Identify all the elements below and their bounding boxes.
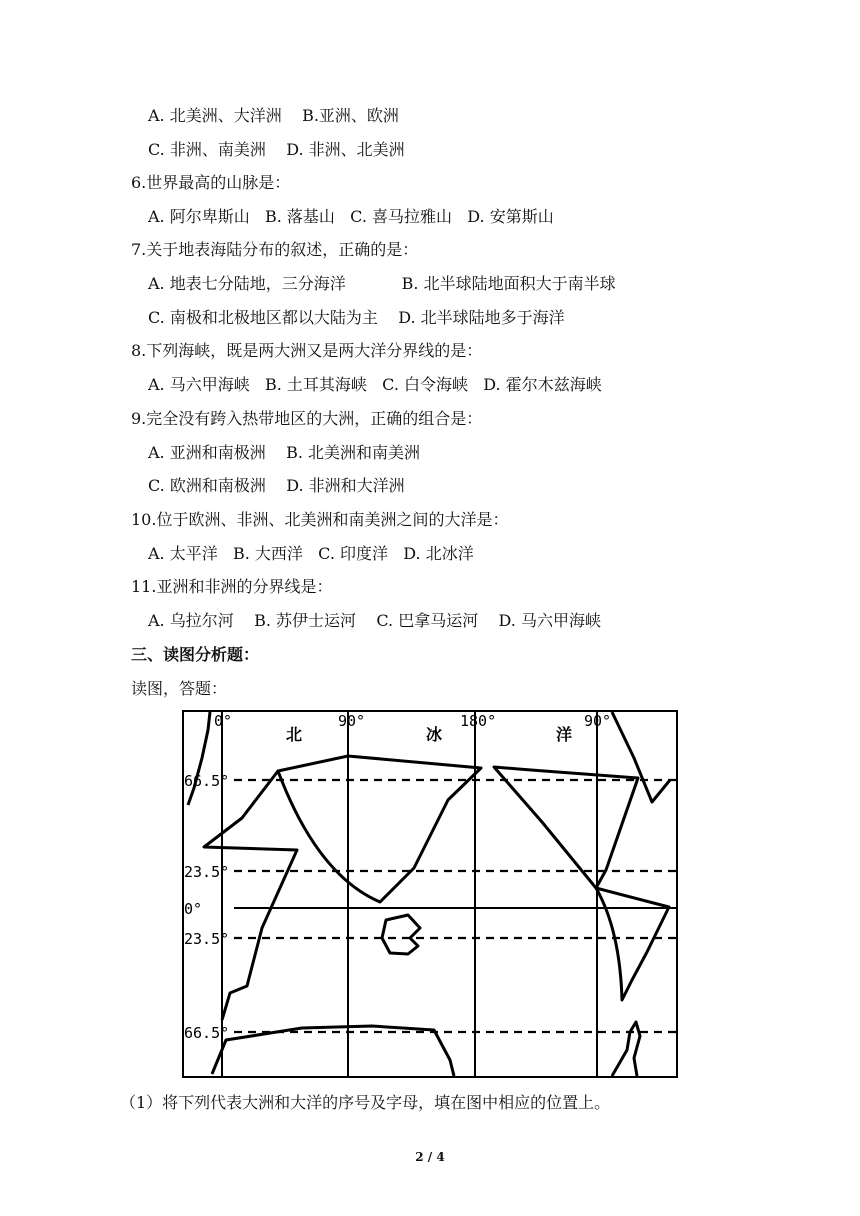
q9-options-row2: C. 欧洲和南极洲 D. 非洲和大洋洲 xyxy=(148,476,405,495)
ocean-char-3: 洋 xyxy=(556,725,573,744)
q7-options-row1: A. 地表七分陆地，三分海洋 B. 北半球陆地面积大于南半球 xyxy=(148,274,616,293)
section3-question-1: （1）将下列代表大洲和大洋的序号及字母，填在图中相应的位置上。 xyxy=(120,1093,611,1112)
lat-label-66s: 66.5° xyxy=(184,1024,230,1042)
section3-intro: 读图，答题： xyxy=(131,679,228,698)
map-frame xyxy=(183,711,677,1077)
q10-stem: 10.位于欧洲、非洲、北美洲和南美洲之间的大洋是： xyxy=(131,510,509,529)
ocean-char-1: 北 xyxy=(286,725,303,744)
lat-label-23s: 23.5° xyxy=(184,930,230,948)
lat-label-23n: 23.5° xyxy=(184,863,230,881)
lon-label-90w: 90° xyxy=(584,712,612,730)
q6-stem: 6.世界最高的山脉是： xyxy=(131,173,291,192)
q5-options-row2: C. 非洲、南美洲 D. 非洲、北美洲 xyxy=(148,140,405,159)
lat-label-66n: 66.5° xyxy=(184,772,230,790)
q7-options-row2: C. 南极和北极地区都以大陆为主 D. 北半球陆地多于海洋 xyxy=(148,308,565,327)
q8-options: A. 马六甲海峡 B. 土耳其海峡 C. 白令海峡 D. 霍尔木兹海峡 xyxy=(148,375,602,394)
lat-label-equator: 0° xyxy=(184,900,203,918)
lon-label-180: 180° xyxy=(460,712,497,730)
q11-stem: 11.亚洲和非洲的分界线是： xyxy=(131,577,333,596)
lon-label-0: 0° xyxy=(214,712,233,730)
q6-options: A. 阿尔卑斯山 B. 落基山 C. 喜马拉雅山 D. 安第斯山 xyxy=(148,207,554,226)
q9-options-row1: A. 亚洲和南极洲 B. 北美洲和南美洲 xyxy=(148,443,421,462)
page-number: 2 / 4 xyxy=(415,1150,445,1164)
q9-stem: 9.完全没有跨入热带地区的大洲，正确的组合是： xyxy=(131,409,483,428)
lon-label-90e: 90° xyxy=(338,712,366,730)
q7-stem: 7.关于地表海陆分布的叙述，正确的是： xyxy=(131,240,419,259)
ocean-char-2: 冰 xyxy=(426,725,443,744)
q11-options: A. 乌拉尔河 B. 苏伊士运河 C. 巴拿马运河 D. 马六甲海峡 xyxy=(148,611,601,630)
q8-stem: 8.下列海峡，既是两大洲又是两大洋分界线的是： xyxy=(131,341,483,360)
section3-heading: 三、读图分析题： xyxy=(131,645,260,664)
q5-options-row1: A. 北美洲、大洋洲 B.亚洲、欧洲 xyxy=(148,106,399,125)
q10-options: A. 太平洋 B. 大西洋 C. 印度洋 D. 北冰洋 xyxy=(148,544,474,563)
world-map-figure xyxy=(182,710,678,1078)
